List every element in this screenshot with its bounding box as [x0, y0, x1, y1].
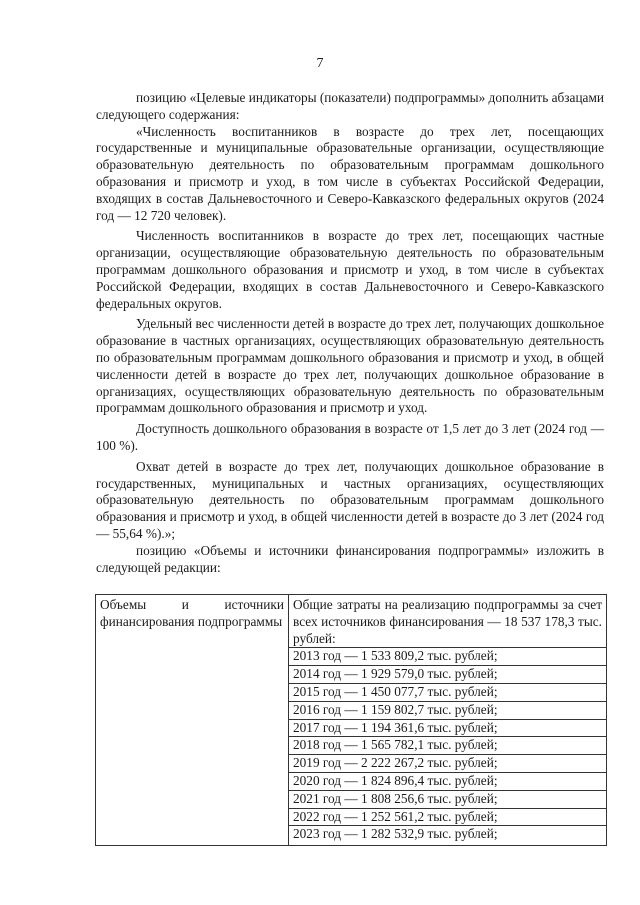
year-row: 2015 год — 1 450 077,7 тыс. рублей;	[289, 684, 606, 702]
document-body	[96, 90, 604, 576]
financing-label-cell: Объемы и источники финансирования подпрограммы	[96, 595, 289, 846]
financing-values-cell	[289, 595, 607, 846]
paragraph-indicator-4: Доступность дошкольного образования в возрасте от 1,5 лет до 3 лет (2024 год — 100 %).	[96, 421, 604, 453]
year-row: 2019 год — 2 222 267,2 тыс. рублей;	[289, 755, 606, 773]
year-row: 2023 год — 1 282 532,9 тыс. рублей;	[293, 826, 498, 842]
financing-total: Общие затраты на реализацию подпрограммы за счет всех источников финансирования — 18 537 178,3 тыс. рублей:	[289, 597, 606, 648]
year-row: 2016 год — 1 159 802,7 тыс. рублей;	[289, 702, 606, 720]
year-row: 2018 год — 1 565 782,1 тыс. рублей;	[289, 737, 606, 755]
page-number: 7	[316, 56, 324, 71]
year-row: 2014 год — 1 929 579,0 тыс. рублей;	[289, 666, 606, 684]
paragraph-indicator-5: Охват детей в возрасте до трех лет, получающих дошкольное образование в государственных, муниципальных и частных организациях, осуществляющих образовательную деятельность по образовательным программам дошкольного образования и присмотр и уход, в общей численности детей в возрасте до 3 лет (2024 год — 55,64 %).»;	[96, 458, 604, 541]
paragraph-financing-intro: позицию «Объемы и источники финансирования подпрограммы» изложить в следующей редакции:	[96, 542, 604, 575]
paragraph-indicator-3: Удельный вес численности детей в возрасте до трех лет, получающих дошкольное образование в частных организациях, осуществляющих образовательную деятельность по образовательным программам дошкольного образования и присмотр и уход, в общей численности детей в возрасте до трех лет, получающих дошкольное образование в организациях, осуществляющих образовательную деятельность по образовательным программам дошкольного образования и присмотр и уход.	[96, 316, 604, 416]
year-row: 2021 год — 1 808 256,6 тыс. рублей;	[289, 791, 606, 809]
year-row: 2013 год — 1 533 809,2 тыс. рублей;	[289, 648, 606, 666]
table-row	[96, 595, 607, 846]
paragraph-intro: позицию «Целевые индикаторы (показатели) подпрограммы» дополнить абзацами следующего содержания:	[96, 90, 604, 122]
year-row: 2022 год — 1 252 561,2 тыс. рублей;	[289, 809, 606, 827]
financing-table	[95, 594, 607, 846]
paragraph-indicator-2: Численность воспитанников в возрасте до трех лет, посещающих частные организации, осуществляющие образовательную деятельность по образовательным программам дошкольного образования и присмотр и уход, в том числе в субъектах Российской Федерации, входящих в состав Дальневосточного и Северо-Кавказского федеральных округов.	[96, 228, 604, 311]
year-row: 2020 год — 1 824 896,4 тыс. рублей;	[289, 773, 606, 791]
paragraph-indicator-1: «Численность воспитанников в возрасте до трех лет, посещающих государственные и муниципальные образовательные организации, осуществляющие образовательную деятельность по образовательным программам дошкольного образования и присмотр и уход, в том числе в субъектах Российской Федерации, входящих в состав Дальневосточного и Северо-Кавказского федеральных округов (2024 год — 12 720 человек).	[96, 123, 604, 223]
year-row: 2017 год — 1 194 361,6 тыс. рублей;	[289, 720, 606, 738]
